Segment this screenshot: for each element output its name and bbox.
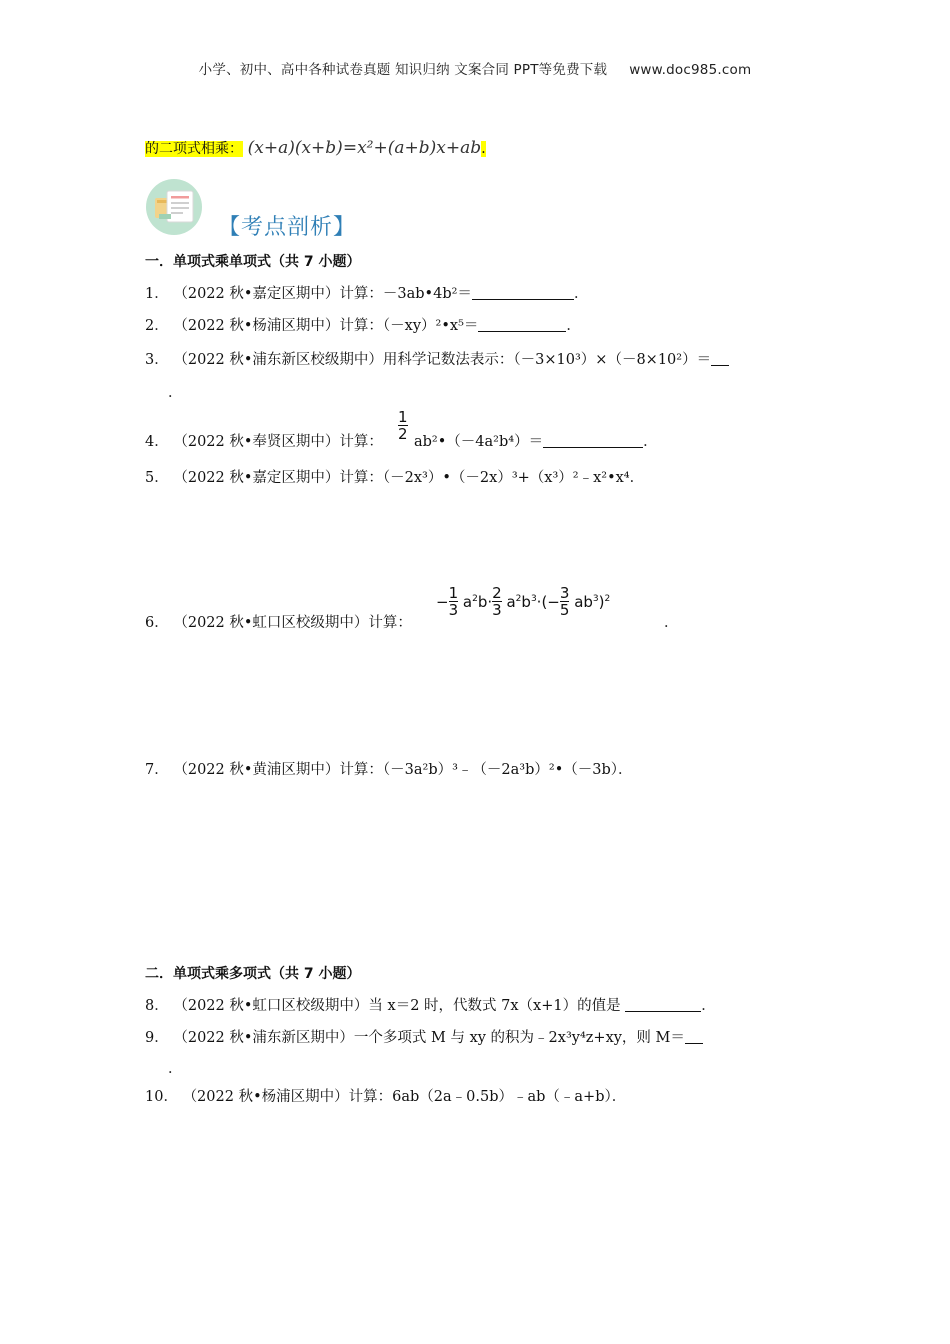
q5-source: （2022 秋•嘉定区期中）计算： <box>173 470 383 486</box>
q7-expr: （－3a²b）³﹣（－2a³b）²•（－3b）． <box>382 762 633 778</box>
q4-rest <box>414 432 658 452</box>
q6-frac2-num: 2 <box>492 584 502 602</box>
q6-frac1-den: 3 <box>448 601 459 619</box>
q3-number: 3． <box>145 352 169 368</box>
section-title-1: 一．单项式乘单项式（共 7 小题） <box>145 254 361 270</box>
question-8 <box>145 996 716 1016</box>
q1-number: 1． <box>145 286 169 302</box>
page-header <box>0 58 950 78</box>
q6-frac3-num: 3 <box>559 584 570 602</box>
intro-label: 的二项式相乘： <box>145 141 243 157</box>
intro-line <box>145 138 486 159</box>
q9-end: ． <box>168 1061 183 1077</box>
intro-end: . <box>481 141 486 157</box>
q1-expr: －3ab•4b²＝ <box>382 286 472 302</box>
question-10 <box>145 1087 626 1107</box>
intro-formula: (x+a)(x+b)=x²+(a+b)x+ab <box>247 138 482 158</box>
question-6 <box>145 613 412 633</box>
q2-number: 2． <box>145 318 169 334</box>
q3-answer-blank[interactable] <box>711 351 729 366</box>
q8-answer-blank[interactable] <box>625 997 701 1012</box>
q9-answer-blank[interactable] <box>685 1029 703 1044</box>
question-4 <box>145 432 383 452</box>
q4-fraction-numerator: 1 <box>398 408 408 426</box>
q1-end: ． <box>573 286 589 302</box>
q1-source: （2022 秋•嘉定区期中）计算： <box>173 286 383 302</box>
q8-number: 8． <box>145 998 169 1014</box>
q1-answer-blank[interactable] <box>472 285 574 300</box>
q7-source: （2022 秋•黄浦区期中）计算： <box>173 762 383 778</box>
q6-frac1-num: 1 <box>448 584 459 602</box>
q6-number: 6． <box>145 615 169 631</box>
q4-fraction-half <box>398 410 408 442</box>
q4-answer-blank[interactable] <box>543 433 643 448</box>
question-5 <box>145 468 644 488</box>
section-heading: 【考点剖析】 <box>218 215 357 240</box>
q3-expr: （－3×10³）×（－8×10²）＝ <box>513 352 712 368</box>
q9-source: （2022 秋•浦东新区期中）一个多项式 M 与 xy 的积为﹣2x³y⁴z+xy，则 M＝ <box>173 1030 685 1046</box>
q2-expr: （－xy）²•x⁵＝ <box>382 318 479 334</box>
header-url[interactable]: www.doc985.com <box>629 62 752 78</box>
q6-frac2-den: 3 <box>492 601 502 619</box>
header-text: 小学、初中、高中各种试卷真题 知识归纳 文案合同 PPT等免费下载 <box>198 62 608 78</box>
q10-source: （2022 秋•杨浦区期中）计算： <box>182 1089 393 1105</box>
q6-frac3-den: 5 <box>559 601 570 619</box>
q5-expr: （－2x³）•（－2x）³+（x³）²﹣x²•x⁴． <box>382 470 645 486</box>
q2-answer-blank[interactable] <box>478 317 566 332</box>
question-3 <box>145 350 729 370</box>
notes-icon <box>145 178 203 236</box>
q4-fraction-denominator: 2 <box>398 425 408 443</box>
q3-end: ． <box>168 385 183 401</box>
question-9 <box>145 1028 703 1048</box>
q3-source: （2022 秋•浦东新区校级期中）用科学记数法表示： <box>173 352 514 368</box>
q9-number: 9． <box>145 1030 169 1046</box>
q5-number: 5． <box>145 470 169 486</box>
q10-number: 10． <box>145 1089 178 1105</box>
q8-end: ． <box>701 998 716 1014</box>
q10-expr: 6ab（2a﹣0.5b）﹣ab（﹣a+b）． <box>392 1089 627 1105</box>
q8-source: （2022 秋•虹口区校级期中）当 x＝2 时，代数式 7x（x+1）的值是 <box>173 998 621 1014</box>
q4-end: ． <box>643 434 658 450</box>
question-1 <box>145 284 588 304</box>
q6-end: ． <box>664 615 679 631</box>
q4-source: （2022 秋•奉贤区期中）计算： <box>173 434 383 450</box>
question-2 <box>145 316 581 336</box>
question-7 <box>145 760 633 780</box>
q6-expression: − $\frac{1}{3}$ $a^2b\cdot$ $\frac{2}{3}$ $a^2b^3\cdot(-$ $\frac{3}{5}$ $ab^3)^2$ <box>436 584 611 619</box>
section-title-2: 二．单项式乘多项式（共 7 小题） <box>145 966 361 982</box>
q6-source: （2022 秋•虹口区校级期中）计算： <box>173 615 412 631</box>
q2-end: ． <box>566 318 581 334</box>
q4-expr: ab²•（－4a²b⁴）＝ <box>414 434 544 450</box>
q4-number: 4． <box>145 434 169 450</box>
q2-source: （2022 秋•杨浦区期中）计算： <box>173 318 383 334</box>
q7-number: 7． <box>145 762 169 778</box>
